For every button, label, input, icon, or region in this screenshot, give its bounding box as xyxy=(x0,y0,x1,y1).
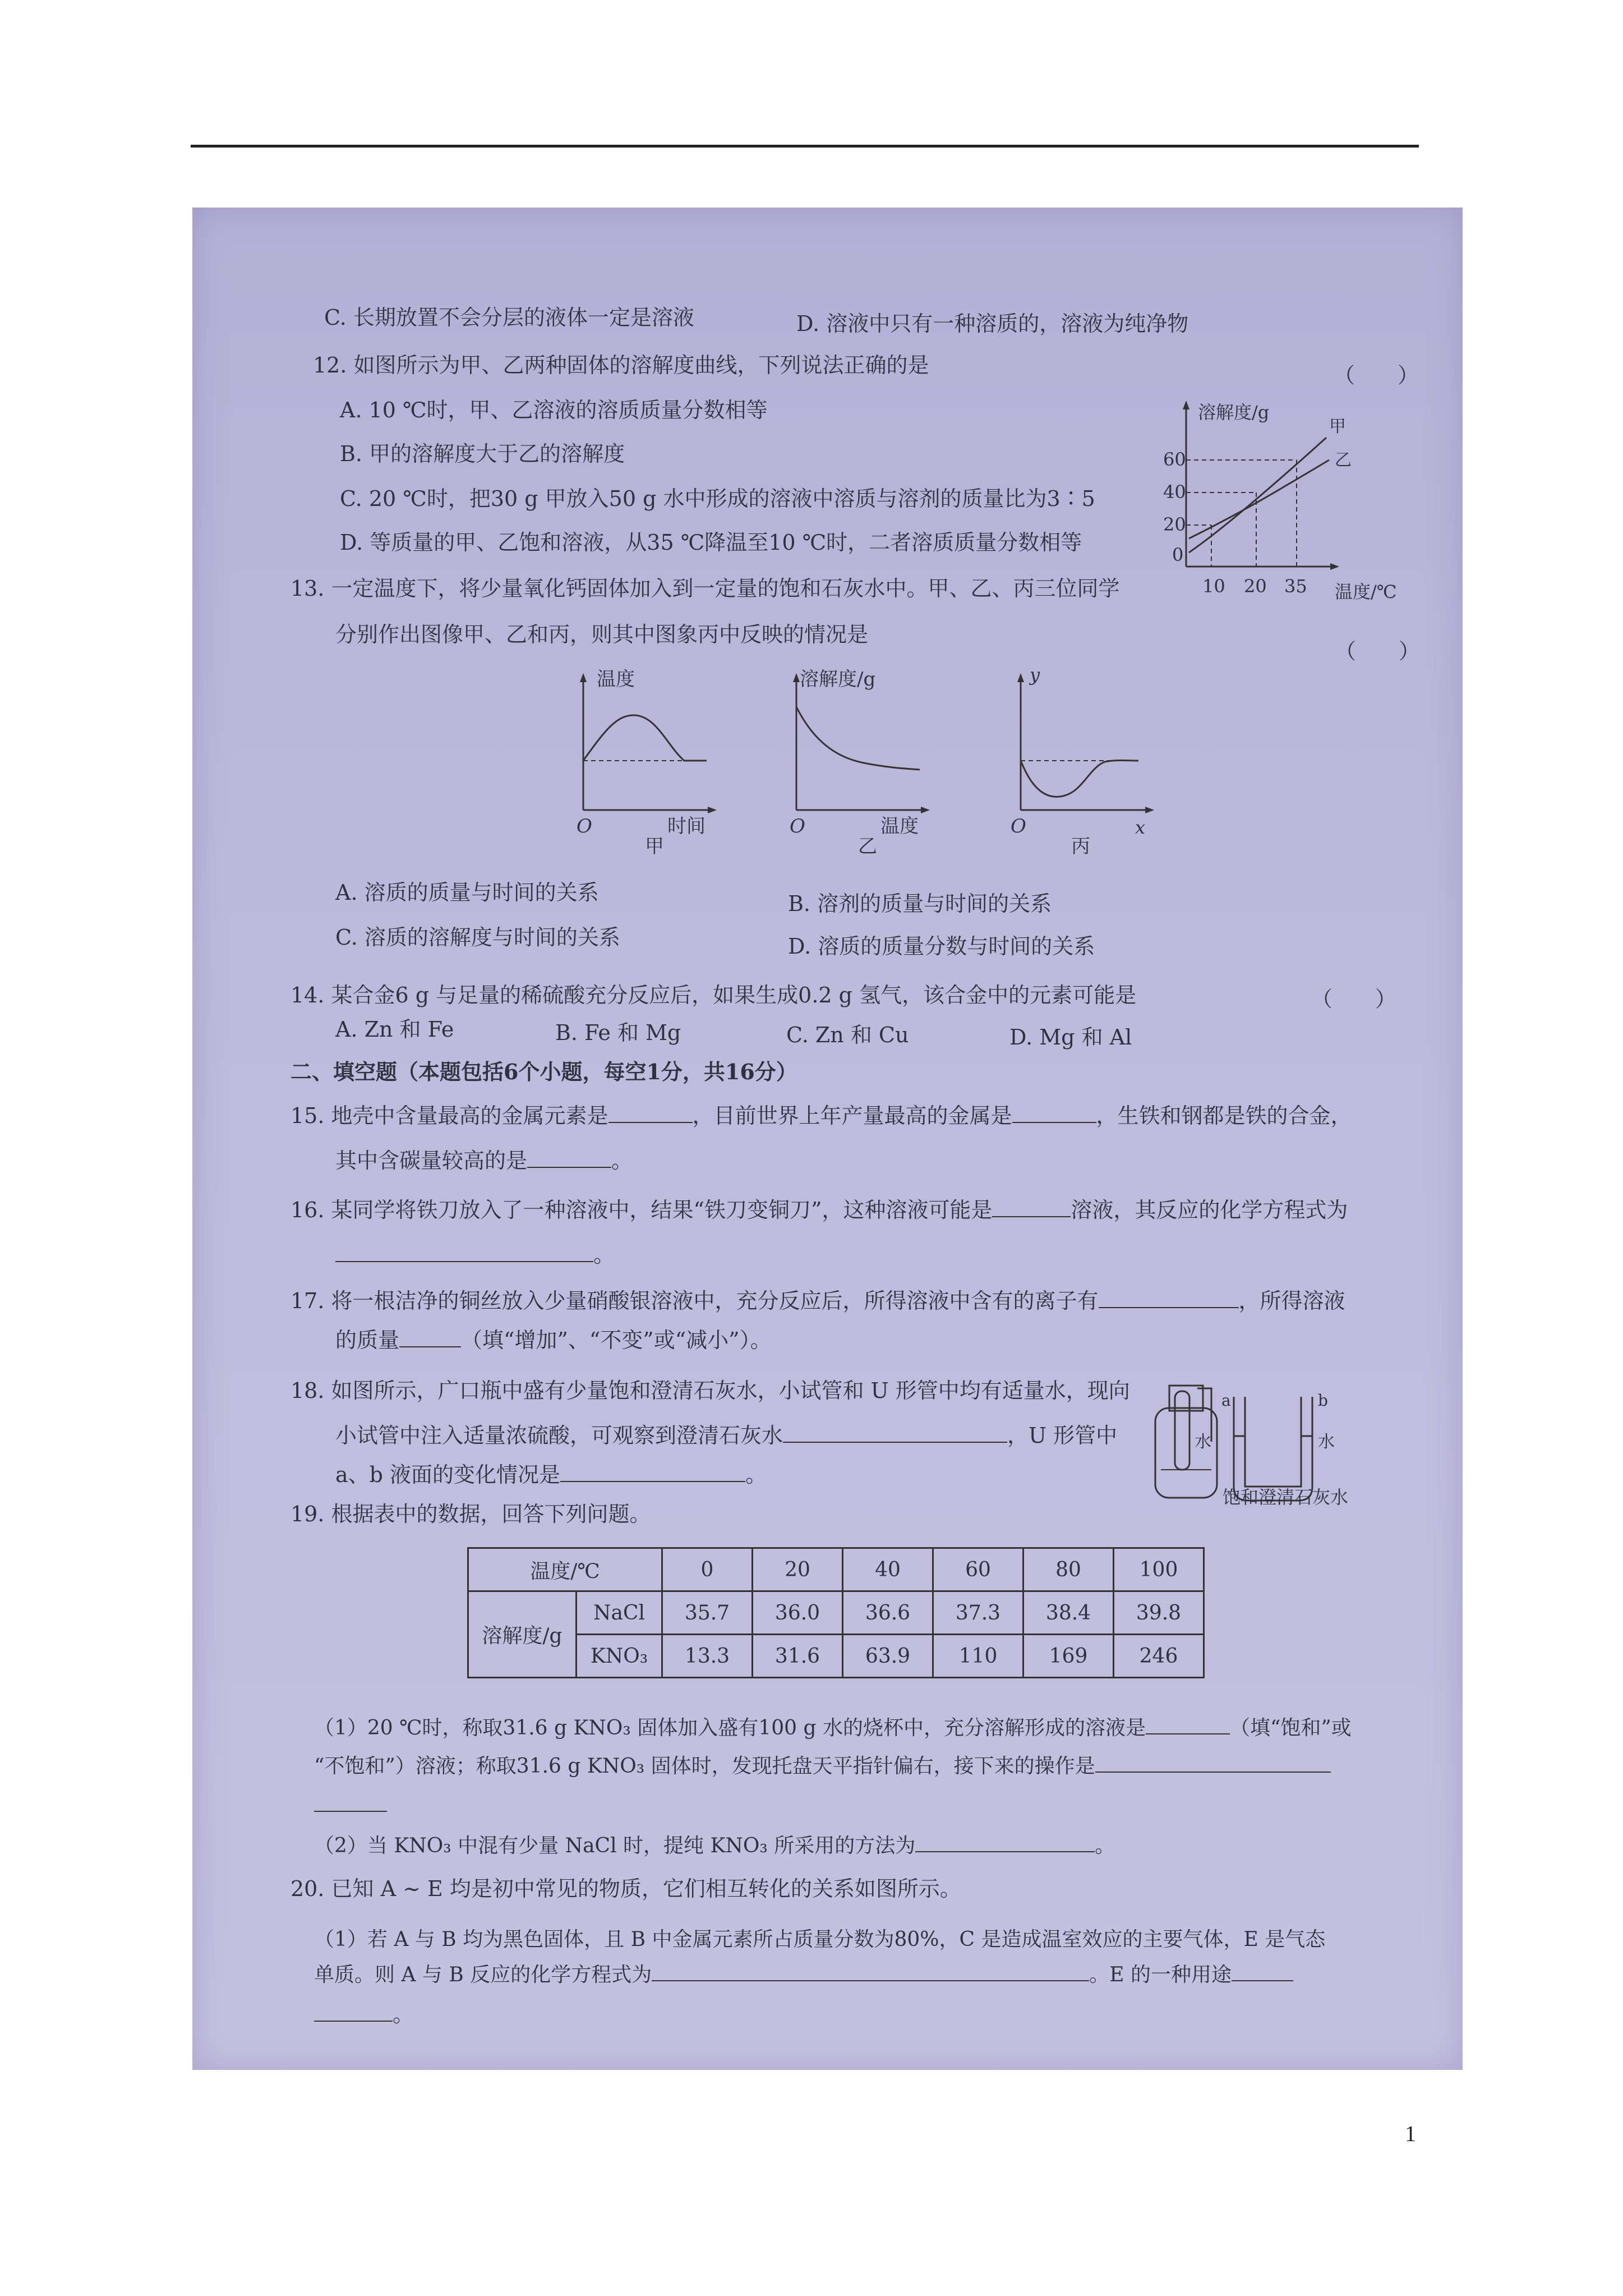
q19-part2 xyxy=(314,1834,1115,1856)
q19-part1-line3 xyxy=(314,1794,387,1815)
q20-part1-line2 xyxy=(314,1963,1293,1985)
q20-text-a: 单质。则 A 与 B 反应的化学方程式为 xyxy=(314,1963,652,1986)
q17-text-a: 17. 将一根洁净的铜丝放入少量硝酸银溶液中，充分反应后，所得溶液中含有的离子有 xyxy=(291,1289,1099,1313)
q15-blank-1[interactable] xyxy=(608,1105,693,1123)
q17-line2 xyxy=(335,1329,772,1351)
q16-line1 xyxy=(291,1199,1348,1221)
table-row xyxy=(468,1591,1204,1635)
q18-text-b: ，U 形管中 xyxy=(1007,1423,1118,1448)
fig18-flask xyxy=(1155,1408,1217,1498)
header-rule xyxy=(191,145,1419,148)
q19-text-e: 。 xyxy=(1095,1834,1115,1857)
fig13a-y-arrow xyxy=(580,673,587,682)
fig13b-x-arrow xyxy=(921,807,930,813)
q17-text-d: （填“增加”、“不变”或“减小”）。 xyxy=(461,1328,772,1352)
table-cell: 13.3 xyxy=(662,1635,753,1678)
fig18-small-tube xyxy=(1175,1391,1189,1470)
q13-option-a: A. 溶质的质量与时间的关系 xyxy=(335,880,599,905)
fig13a-ylabel: 温度 xyxy=(597,668,635,691)
table-cell: 40 xyxy=(843,1548,933,1591)
q19-text-d: （2）当 KNO₃ 中混有少量 NaCl 时，提纯 KNO₃ 所采用的方法为 xyxy=(314,1834,916,1857)
q19-text-c: “不饱和”）溶液；称取31.6 g KNO₃ 固体时，发现托盘天平指针偏右，接下来的操作是 xyxy=(314,1755,1095,1778)
q13-option-b: B. 溶剂的质量与时间的关系 xyxy=(788,891,1052,916)
table-cell: 38.4 xyxy=(1023,1591,1114,1635)
fig13c-curve xyxy=(1021,761,1138,797)
q15-text-b: ，目前世界上年产量最高的金属是 xyxy=(692,1103,1012,1128)
q19-blank-3[interactable] xyxy=(314,1794,387,1812)
q15-text-e: 。 xyxy=(611,1148,633,1173)
q14-stem: 14. 某合金6 g 与足量的稀硫酸充分反应后，如果生成0.2 g 氢气，该合金中的元素可能是 xyxy=(291,983,1137,1007)
q13-figure-jia xyxy=(572,662,751,869)
q11-option-c: C. 长期放置不会分层的液体一定是溶液 xyxy=(324,305,694,330)
fig13c-y-arrow xyxy=(1017,673,1024,682)
table-cell: 110 xyxy=(933,1635,1023,1678)
q15-text-d: 其中含碳量较高的是 xyxy=(335,1148,528,1173)
table-cell: 100 xyxy=(1114,1548,1204,1591)
q17-blank-2[interactable] xyxy=(399,1329,461,1347)
q19-stem: 19. 根据表中的数据，回答下列问题。 xyxy=(291,1502,651,1526)
q18-line2 xyxy=(335,1425,1117,1446)
q17-text-c: 的质量 xyxy=(335,1328,400,1352)
fig13b-curve xyxy=(796,707,920,770)
q14-option-b: B. Fe 和 Mg xyxy=(555,1020,681,1045)
q20-stem: 20. 已知 A ~ E 均是初中常见的物质，它们相互转化的关系如图所示。 xyxy=(291,1876,961,1901)
q15-text-a: 15. 地壳中含量最高的金属元素是 xyxy=(291,1103,608,1128)
q14-option-a: A. Zn 和 Fe xyxy=(335,1017,454,1042)
fig13c-origin: O xyxy=(1011,815,1026,838)
fig12-xtick-10: 10 xyxy=(1202,576,1225,597)
q16-text-b: 溶液，其反应的化学方程式为 xyxy=(1071,1198,1348,1222)
table-cell: 246 xyxy=(1114,1635,1204,1678)
table-row-label: 溶解度/g xyxy=(468,1591,577,1678)
fig13c-ylabel: y xyxy=(1030,664,1040,685)
table-cell: 0 xyxy=(662,1548,753,1591)
q12-option-a: A. 10 ℃时，甲、乙溶液的溶质质量分数相等 xyxy=(340,398,768,422)
fig12-ytick-20: 20 xyxy=(1163,514,1186,535)
fig13b-ylabel: 溶解度/g xyxy=(800,668,876,691)
q18-text-c: a、b 液面的变化情况是 xyxy=(335,1462,561,1487)
q18-line1: 18. 如图所示，广口瓶中盛有少量饱和澄清石灰水，小试管和 U 形管中均有适量水，现向 xyxy=(291,1378,1130,1403)
table-cell: 39.8 xyxy=(1114,1591,1204,1635)
q19-blank-2[interactable] xyxy=(1095,1755,1331,1773)
q13-option-d: D. 溶质的质量分数与时间的关系 xyxy=(788,934,1095,959)
q15-blank-2[interactable] xyxy=(1012,1105,1096,1123)
q20-text-b: 。E 的一种用途 xyxy=(1089,1963,1232,1986)
q13-stem-line2: 分别作出图像甲、乙和丙，则其中图象丙中反映的情况是 xyxy=(335,622,869,647)
q15-text-c: ，生铁和钢都是铁的合金， xyxy=(1096,1103,1352,1128)
table-cell: NaCl xyxy=(577,1591,662,1635)
q20-blank-2[interactable] xyxy=(1232,1963,1293,1981)
table-header-temp: 温度/℃ xyxy=(468,1548,662,1591)
fig13c-xlabel: x xyxy=(1135,817,1146,838)
fig18-label-water-left: 水 xyxy=(1195,1432,1211,1452)
q20-blank-1[interactable] xyxy=(652,1963,1089,1981)
q16-text-a: 16. 某同学将铁刀放入了一种溶液中，结果“铁刀变铜刀”，这种溶液可能是 xyxy=(291,1198,993,1222)
q19-blank-1[interactable] xyxy=(1146,1717,1230,1734)
q20-part1-line3 xyxy=(314,2004,414,2025)
q12-option-c: C. 20 ℃时，把30 g 甲放入50 g 水中形成的溶液中溶质与溶剂的质量比为3∶5 xyxy=(340,486,1095,511)
q20-part1-line1: （1）若 A 与 B 均为黑色固体，且 B 中金属元素所占质量分数为80%，C 是造成温室效应的主要气体，E 是气态 xyxy=(314,1928,1326,1951)
q14-option-d: D. Mg 和 Al xyxy=(1009,1025,1132,1050)
q16-line2 xyxy=(335,1244,615,1266)
fig12-xlabel: 温度/℃ xyxy=(1335,581,1397,602)
fig13b-xlabel: 温度 xyxy=(880,815,919,838)
q18-apparatus-figure xyxy=(1150,1374,1385,1520)
q20-text-c: 。 xyxy=(393,2002,414,2027)
q12-stem: 12. 如图所示为甲、乙两种固体的溶解度曲线，下列说法正确的是 xyxy=(313,353,929,378)
q12-option-b: B. 甲的溶解度大于乙的溶解度 xyxy=(340,441,625,466)
fig13b-caption: 乙 xyxy=(858,835,877,858)
table-cell: 36.0 xyxy=(753,1591,843,1635)
fig13b-y-arrow xyxy=(793,673,800,682)
q19-blank-4[interactable] xyxy=(915,1834,1095,1852)
fig12-ytick-40: 40 xyxy=(1163,481,1186,503)
table-cell: 35.7 xyxy=(662,1591,753,1635)
fig13c-caption: 丙 xyxy=(1071,835,1090,858)
fig12-xtick-20: 20 xyxy=(1244,576,1267,597)
table-cell: 169 xyxy=(1023,1635,1114,1678)
q19-part1-line2 xyxy=(314,1755,1331,1777)
fig13a-origin: O xyxy=(577,815,592,838)
fig18-label-b: b xyxy=(1318,1391,1328,1410)
fig12-label-yi: 乙 xyxy=(1335,450,1352,470)
q18-line3 xyxy=(335,1464,767,1485)
q19-solubility-table xyxy=(467,1547,1205,1678)
fig12-curve-yi xyxy=(1189,460,1329,539)
q19-text-b: （填“饱和”或 xyxy=(1229,1717,1352,1740)
q17-line1 xyxy=(291,1290,1345,1312)
fig12-ytick-60: 60 xyxy=(1163,449,1186,470)
q14-option-c: C. Zn 和 Cu xyxy=(786,1023,909,1047)
q12-option-d: D. 等质量的甲、乙饱和溶液，从35 ℃降温至10 ℃时，二者溶质质量分数相等 xyxy=(340,530,1082,555)
table-row xyxy=(468,1635,1204,1678)
q11-option-d: D. 溶液中只有一种溶质的，溶液为纯净物 xyxy=(796,311,1189,336)
fig18-u-tube-inner xyxy=(1245,1397,1301,1487)
q19-text-a: （1）20 ℃时，称取31.6 g KNO₃ 固体加入盛有100 g 水的烧杯中，充分溶解形成的溶液是 xyxy=(314,1717,1146,1740)
q13-figure-yi xyxy=(785,662,965,869)
fig13a-caption: 甲 xyxy=(645,835,664,858)
fig12-ytick-0: 0 xyxy=(1172,544,1184,565)
q12-solubility-figure xyxy=(1163,393,1402,617)
q14-answer-paren: （ ） xyxy=(1311,987,1397,1011)
fig13a-curve xyxy=(583,715,707,761)
q19-part1-line1 xyxy=(314,1717,1352,1738)
fig12-curve-jia xyxy=(1189,438,1326,553)
q13-stem-line1: 13. 一定温度下，将少量氧化钙固体加入到一定量的饱和石灰水中。甲、乙、丙三位同学 xyxy=(291,576,1120,601)
q12-answer-paren: （ ） xyxy=(1334,363,1419,388)
fig13a-xlabel: 时间 xyxy=(667,815,706,838)
fig18-label-a: a xyxy=(1221,1391,1231,1410)
fig13a-x-arrow xyxy=(708,807,717,813)
q18-blank-1[interactable] xyxy=(783,1425,1007,1443)
page-number: 1 xyxy=(1405,2121,1416,2146)
q17-text-b: ，所得溶液 xyxy=(1238,1289,1345,1313)
section-2-heading: 二、填空题（本题包括6个小题，每空1分，共16分） xyxy=(291,1059,797,1084)
table-cell: 31.6 xyxy=(753,1635,843,1678)
q13-answer-paren: （ ） xyxy=(1335,639,1421,664)
fig12-xtick-35: 35 xyxy=(1284,576,1307,597)
fig12-x-arrow xyxy=(1330,563,1339,570)
q18-text-d: 。 xyxy=(745,1462,767,1487)
fig12-label-jia: 甲 xyxy=(1329,417,1346,436)
q13-figure-bing xyxy=(1004,662,1183,869)
fig13b-origin: O xyxy=(790,815,805,838)
table-cell: 60 xyxy=(933,1548,1023,1591)
fig18-label-limewater: 饱和澄清石灰水 xyxy=(1223,1487,1349,1508)
table-cell: 80 xyxy=(1023,1548,1114,1591)
table-cell: 20 xyxy=(753,1548,843,1591)
q15-line1 xyxy=(291,1105,1352,1126)
q13-option-c: C. 溶质的溶解度与时间的关系 xyxy=(335,925,620,950)
q15-blank-3[interactable] xyxy=(527,1150,611,1168)
table-cell: KNO₃ xyxy=(577,1635,662,1678)
q16-blank-1[interactable] xyxy=(992,1199,1071,1217)
q15-line2 xyxy=(335,1150,633,1171)
table-row xyxy=(468,1548,1204,1591)
table-cell: 63.9 xyxy=(843,1635,933,1678)
table-cell: 37.3 xyxy=(933,1591,1023,1635)
fig13c-x-arrow xyxy=(1145,807,1154,813)
q20-blank-3[interactable] xyxy=(314,2004,393,2022)
q16-text-c: 。 xyxy=(593,1243,615,1267)
q18-blank-2[interactable] xyxy=(560,1464,745,1482)
q16-blank-2[interactable] xyxy=(335,1244,593,1262)
fig12-ylabel: 溶解度/g xyxy=(1198,402,1270,423)
fig18-label-water-right: 水 xyxy=(1318,1432,1335,1452)
fig12-y-arrow xyxy=(1183,401,1189,409)
q17-blank-1[interactable] xyxy=(1099,1290,1239,1308)
table-cell: 36.6 xyxy=(843,1591,933,1635)
q18-text-a: 小试管中注入适量浓硫酸，可观察到澄清石灰水 xyxy=(335,1423,783,1448)
